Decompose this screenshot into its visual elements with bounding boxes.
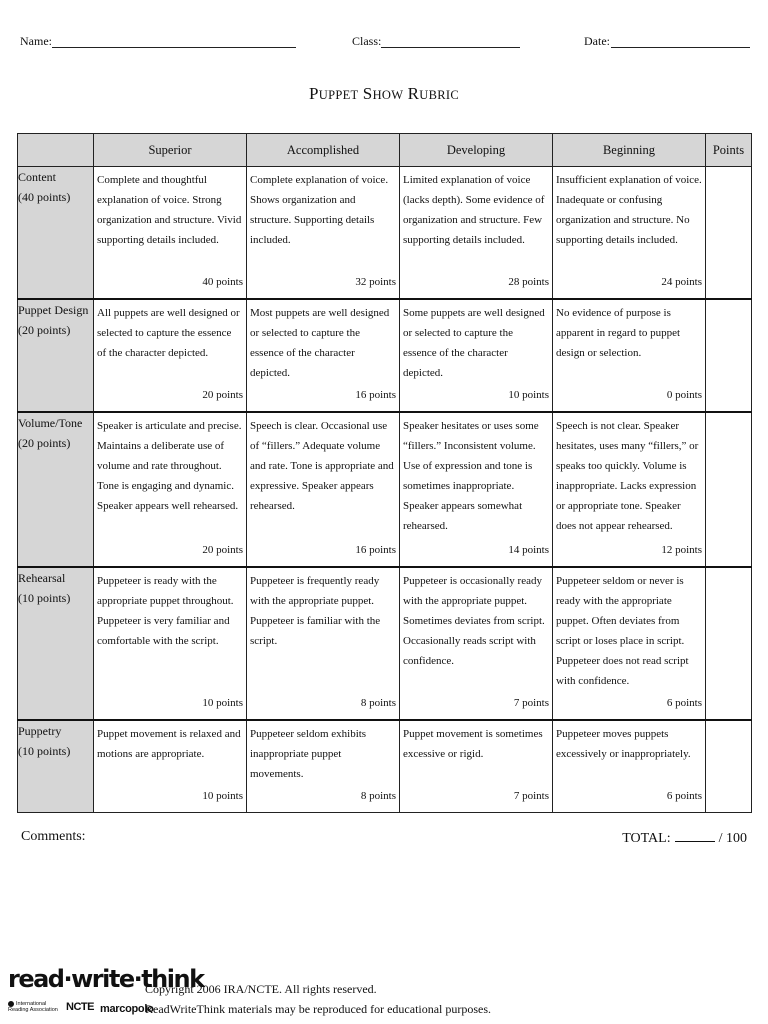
points-score-cell[interactable] xyxy=(706,412,752,567)
criterion-name: Rehearsal xyxy=(18,571,66,585)
copyright-text xyxy=(145,979,491,1019)
criterion-name: Volume/Tone xyxy=(18,416,83,430)
descriptor-text: Puppeteer is ready with the appropriate puppet throughout. Puppeteer is very familiar and comfortable with the script. xyxy=(97,575,234,647)
points-value: 16 points xyxy=(355,389,396,401)
rubric-cell xyxy=(247,720,400,813)
rubric-row xyxy=(18,299,752,412)
criterion-weight: (10 points) xyxy=(18,591,71,605)
header-blank-cell xyxy=(18,134,94,167)
criterion-name: Puppetry xyxy=(18,724,62,738)
rubric-cell xyxy=(247,167,400,300)
descriptor-text: Insufficient explanation of voice. Inadequate or confusing organization and structure. No supporting details included. xyxy=(556,174,702,246)
column-header: Points xyxy=(706,134,752,167)
total-suffix: / 100 xyxy=(718,831,747,846)
total-blank xyxy=(675,829,715,842)
points-value: 10 points xyxy=(202,790,243,802)
descriptor-text: Speaker is articulate and precise. Maintains a deliberate use of volume and rate throughout. Tone is engaging and dynamic. Speaker appears well rehearsed. xyxy=(97,420,242,512)
rubric-cell xyxy=(400,299,553,412)
points-score-cell[interactable] xyxy=(706,167,752,300)
rubric-row xyxy=(18,412,752,567)
total-field xyxy=(622,829,747,847)
class-line xyxy=(381,47,520,48)
points-value: 20 points xyxy=(202,389,243,401)
criterion-weight: (40 points) xyxy=(18,190,71,204)
rubric-cell xyxy=(400,167,553,300)
descriptor-text: Complete explanation of voice. Shows organization and structure. Supporting details included. xyxy=(250,174,389,246)
points-value: 32 points xyxy=(355,276,396,288)
rubric-cell xyxy=(247,299,400,412)
class-label: Class: xyxy=(352,34,382,48)
points-value: 6 points xyxy=(666,790,702,802)
column-header: Developing xyxy=(400,134,553,167)
name-label: Name: xyxy=(20,34,52,48)
rubric-cell xyxy=(553,567,706,720)
points-value: 28 points xyxy=(508,276,549,288)
rubric-cell xyxy=(94,299,247,412)
descriptor-text: Speaker hesitates or uses some “fillers.” Inconsistent volume. Use of expression and tone is sometimes inappropriate. Speaker appears somewhat rehearsed. xyxy=(403,420,539,532)
rubric-cell xyxy=(400,567,553,720)
rubric-cell xyxy=(94,720,247,813)
descriptor-text: Puppeteer seldom or never is ready with the appropriate puppet. Often deviates from script or loses place in script. Puppeteer does not read script with confidence. xyxy=(556,575,689,687)
criterion-weight: (20 points) xyxy=(18,323,71,337)
descriptor-text: All puppets are well designed or selected to capture the essence of the character depicted. xyxy=(97,307,240,359)
points-value: 14 points xyxy=(508,544,549,556)
criterion-cell xyxy=(18,720,94,813)
points-value: 10 points xyxy=(202,697,243,709)
rubric-cell xyxy=(94,567,247,720)
rubric-cell xyxy=(94,412,247,567)
criterion-cell xyxy=(18,567,94,720)
rubric-cell xyxy=(247,567,400,720)
descriptor-text: Puppeteer moves puppets excessively or inappropriately. xyxy=(556,728,691,760)
column-header: Superior xyxy=(94,134,247,167)
descriptor-text: Complete and thoughtful explanation of voice. Strong organization and structure. Vivid supporting details included. xyxy=(97,174,242,246)
rubric-cell xyxy=(553,720,706,813)
column-header: Beginning xyxy=(553,134,706,167)
criterion-name: Content xyxy=(18,170,56,184)
ira-logo: International Reading Association xyxy=(8,1001,58,1013)
criterion-cell xyxy=(18,299,94,412)
points-score-cell[interactable] xyxy=(706,720,752,813)
criterion-weight: (10 points) xyxy=(18,744,71,758)
page-title: PUPPET SHOW RUBRIC xyxy=(309,84,459,103)
logo-wordmark: read·write·think xyxy=(8,965,204,993)
descriptor-text: Speech is clear. Occasional use of “fillers.” Adequate volume and rate. Tone is appropriate and expressive. Speaker appears rehearsed. xyxy=(250,420,394,512)
copyright-line: Copyright 2006 IRA/NCTE. All rights reserved. xyxy=(145,982,377,996)
descriptor-text: Puppet movement is sometimes excessive or rigid. xyxy=(403,728,543,760)
points-value: 10 points xyxy=(508,389,549,401)
rubric-row xyxy=(18,567,752,720)
descriptor-text: Speech is not clear. Speaker hesitates, uses many “fillers,” or speaks too quickly. Volume is inappropriate. Lacks expression or appropriate tone. Speaker does not appear rehearsed. xyxy=(556,420,699,532)
rubric-cell xyxy=(553,299,706,412)
rubric-header-row xyxy=(18,134,752,167)
criterion-weight: (20 points) xyxy=(18,436,71,450)
descriptor-text: Some puppets are well designed or selected to capture the essence of the character depicted. xyxy=(403,307,545,379)
header-fields xyxy=(0,30,768,52)
comments-label: Comments: xyxy=(21,829,86,844)
reproduce-line: ReadWriteThink materials may be reproduced for educational purposes. xyxy=(145,1002,492,1016)
rubric-cell xyxy=(553,167,706,300)
descriptor-text: No evidence of purpose is apparent in regard to puppet design or selection. xyxy=(556,307,681,359)
column-header: Accomplished xyxy=(247,134,400,167)
name-line xyxy=(52,47,296,48)
descriptor-text: Puppeteer is occasionally ready with the appropriate puppet. Sometimes deviates from script. Occasionally reads script with confidence. xyxy=(403,575,545,667)
date-line xyxy=(611,47,750,48)
criterion-cell xyxy=(18,412,94,567)
rubric-cell xyxy=(400,720,553,813)
points-value: 12 points xyxy=(661,544,702,556)
readwritethink-logo xyxy=(8,964,204,1020)
descriptor-text: Most puppets are well designed or selected to capture the essence of the character depicted. xyxy=(250,307,390,379)
points-value: 8 points xyxy=(360,790,396,802)
rubric-row xyxy=(18,167,752,300)
points-value: 7 points xyxy=(513,790,549,802)
points-value: 16 points xyxy=(355,544,396,556)
descriptor-text: Puppet movement is relaxed and motions are appropriate. xyxy=(97,728,241,760)
ncte-logo: NCTE xyxy=(66,1001,94,1013)
rubric-cell xyxy=(400,412,553,567)
points-value: 7 points xyxy=(513,697,549,709)
rubric-cell xyxy=(94,167,247,300)
marcopolo-logo: marcopolo xyxy=(100,1003,154,1015)
points-score-cell[interactable] xyxy=(706,567,752,720)
date-label: Date: xyxy=(584,34,610,48)
points-value: 20 points xyxy=(202,544,243,556)
points-value: 40 points xyxy=(202,276,243,288)
descriptor-text: Limited explanation of voice (lacks depth). Some evidence of organization and structure. Few supporting details included. xyxy=(403,174,545,246)
rubric-cell xyxy=(247,412,400,567)
points-value: 24 points xyxy=(661,276,702,288)
descriptor-text: Puppeteer is frequently ready with the appropriate puppet. Puppeteer is familiar with the script. xyxy=(250,575,381,647)
rubric-table xyxy=(17,133,752,813)
points-value: 0 points xyxy=(666,389,702,401)
points-score-cell[interactable] xyxy=(706,299,752,412)
footer xyxy=(8,964,748,1020)
criterion-cell xyxy=(18,167,94,300)
descriptor-text: Puppeteer seldom exhibits inappropriate puppet movements. xyxy=(250,728,367,780)
points-value: 6 points xyxy=(666,697,702,709)
criterion-name: Puppet Design xyxy=(18,303,89,317)
rubric-row xyxy=(18,720,752,813)
points-value: 8 points xyxy=(360,697,396,709)
total-label: TOTAL: xyxy=(622,831,671,846)
rubric-cell xyxy=(553,412,706,567)
